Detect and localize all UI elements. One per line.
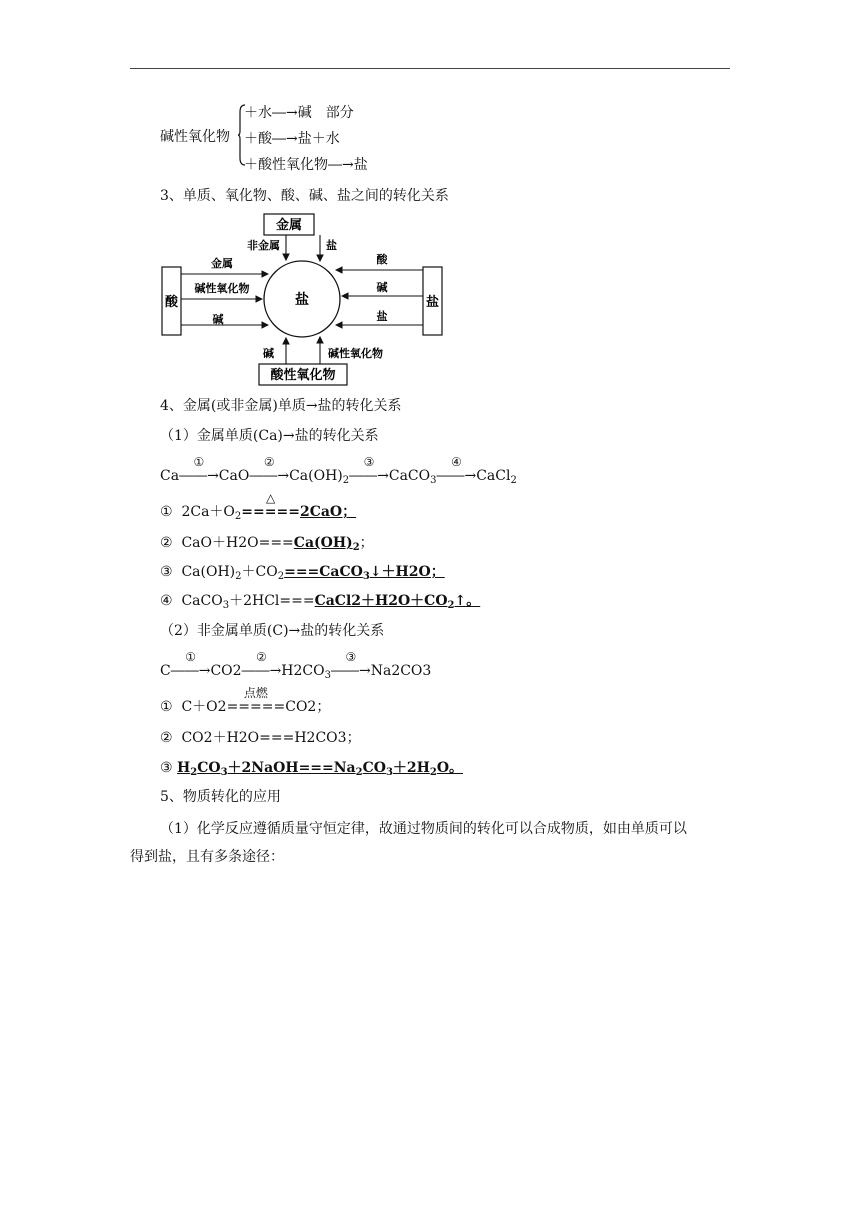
basic-oxide-item: ＋酸性氧化物―→盐 (244, 157, 368, 173)
equation-7: ③ $H_2CO_3+2NaOH===Na_2CO_3+2H_2O$。 (160, 760, 464, 778)
bottom-right-label: 碱性氧化物 (328, 347, 383, 360)
metal-box-label: 金属 (275, 218, 303, 233)
right-label-2: 碱 (376, 281, 388, 294)
section-5-title: 5、物质转化的应用 (160, 789, 281, 805)
left-label-1: 金属 (211, 257, 233, 270)
paragraph-line-1: （1）化学反应遵循质量守恒定律，故通过物质间的转化可以合成物质，如由单质可以 (160, 821, 687, 837)
right-label-1: 酸 (376, 253, 388, 266)
basic-oxide-item: ＋酸―→盐＋水 (244, 131, 340, 147)
equation-5: ① C＋O2 点燃 =====CO2； (160, 686, 331, 715)
right-label-3: 盐 (376, 310, 388, 323)
equation-2: ② $CaO+H2O===Ca(OH)_2$； (160, 535, 374, 553)
equation-3: ③ $Ca(OH)_2+CO_2===CaCO_3↓+H2O$； (160, 564, 445, 582)
bottom-left-label: 碱 (263, 347, 274, 360)
paragraph-line-2: 得到盐，且有多条途径： (130, 849, 284, 865)
salt-box-label: 盐 (425, 295, 440, 310)
top-right-label: 盐 (326, 239, 337, 252)
acidic-oxide-box-label: 酸性氧化物 (270, 368, 336, 383)
carbon-chain: C ① ――→CO2 ② $――\to H2CO_3$ ③ ――→Na2CO3 (160, 650, 432, 681)
subsection-2-title: （2）非金属单质(C)→盐的转化关系 (160, 623, 385, 639)
header-rule (130, 68, 730, 69)
left-label-2: 碱性氧化物 (194, 282, 250, 295)
conversion-diagram (160, 212, 445, 390)
equation-4: ④ $CaCO_3+2HCl===CaCl2+H2O+CO_2↑$。 (160, 593, 481, 611)
equation-6: ② CO2＋H2O===H2CO3； (160, 730, 361, 746)
left-label-3: 碱 (212, 313, 224, 326)
subsection-1-title: （1）金属单质(Ca)→盐的转化关系 (160, 428, 379, 444)
section-3-title: 3、单质、氧化物、酸、碱、盐之间的转化关系 (160, 188, 449, 204)
basic-oxide-item: ＋水―→碱 部分 (244, 105, 354, 121)
calcium-chain: Ca ① ――→CaO ② $――\to Ca(OH)_2$ ③ ――→CaCO$_3$ ④ ――→CaCl$_2$ (160, 455, 517, 486)
equation-1: ① $2Ca+O_2$ △ =====2CaO； (160, 491, 357, 522)
salt-circle-label: 盐 (295, 292, 309, 308)
acid-box-label: 酸 (164, 295, 179, 310)
section-4-title: 4、金属(或非金属)单质→盐的转化关系 (160, 398, 402, 414)
top-left-label: 非金属 (247, 239, 280, 252)
basic-oxide-label: 碱性氧化物 (160, 129, 230, 145)
